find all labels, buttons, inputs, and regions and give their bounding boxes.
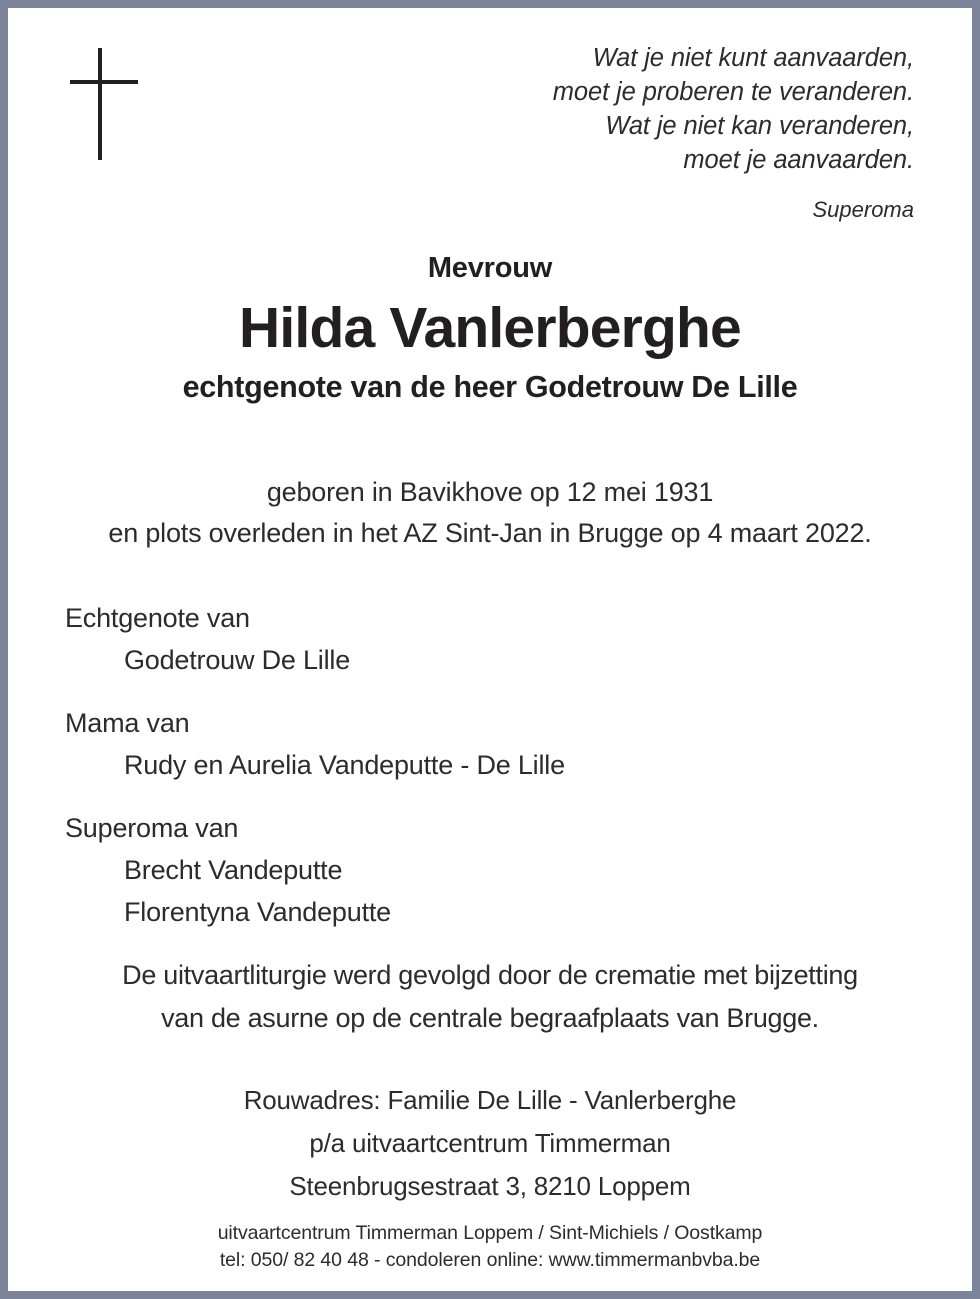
family-member: Florentyna Vandeputte [124,897,391,927]
family-relation-label: Echtgenote van [65,603,250,633]
spouse-relation: echtgenote van de heer Godetrouw De Lille [182,370,798,404]
death-line: en plots overleden in het AZ Sint-Jan in Brugge op 4 maart 2022. [108,518,872,548]
ceremony-note [8,954,972,1040]
ceremony-line: De uitvaartliturgie werd gevolgd door de crematie met bijzetting [122,960,858,990]
birth-line: geboren in Bavikhove op 12 mei 1931 [266,477,714,507]
family-group [65,597,785,681]
deceased-name: Hilda Vanlerberghe [239,296,741,360]
salutation: Mevrouw [427,252,553,284]
family-group [65,807,785,933]
poem-line: Wat je niet kan veranderen, [605,112,914,140]
ceremony-line: van de asurne op de centrale begraafplaats van Brugge. [161,1003,819,1033]
identity-block [8,251,972,405]
latin-cross-icon [70,48,138,160]
family-relation-label: Mama van [65,708,190,738]
poem-line: Wat je niet kunt aanvaarden, [592,44,914,72]
address-line: p/a uitvaartcentrum Timmerman [309,1128,671,1158]
address-line: Rouwadres: Familie De Lille - Vanlerberghe [243,1085,737,1115]
cross-horizontal-stroke [70,80,138,84]
family-group [65,702,785,786]
footer-locations: uitvaartcentrum Timmerman Loppem / Sint-Michiels / Oostkamp [217,1222,763,1244]
poem-attribution: Superoma [812,197,914,222]
family-relation-label: Superoma van [65,813,239,843]
cross-vertical-stroke [98,48,102,160]
family-member: Rudy en Aurelia Vandeputte - De Lille [124,750,565,780]
family-member: Brecht Vandeputte [124,855,343,885]
family-relations [65,597,785,933]
mourning-address [8,1079,972,1208]
footer-contact: tel: 050/ 82 40 48 - condoleren online: www.timmermanbvba.be [219,1249,761,1271]
family-member: Godetrouw De Lille [124,645,351,675]
poem-line: moet je aanvaarden. [683,146,914,174]
funeral-home-footer [8,1220,972,1274]
memorial-poem [354,41,914,177]
poem-line: moet je proberen te veranderen. [552,78,914,106]
life-dates [8,472,972,554]
address-line: Steenbrugsestraat 3, 8210 Loppem [289,1171,691,1201]
